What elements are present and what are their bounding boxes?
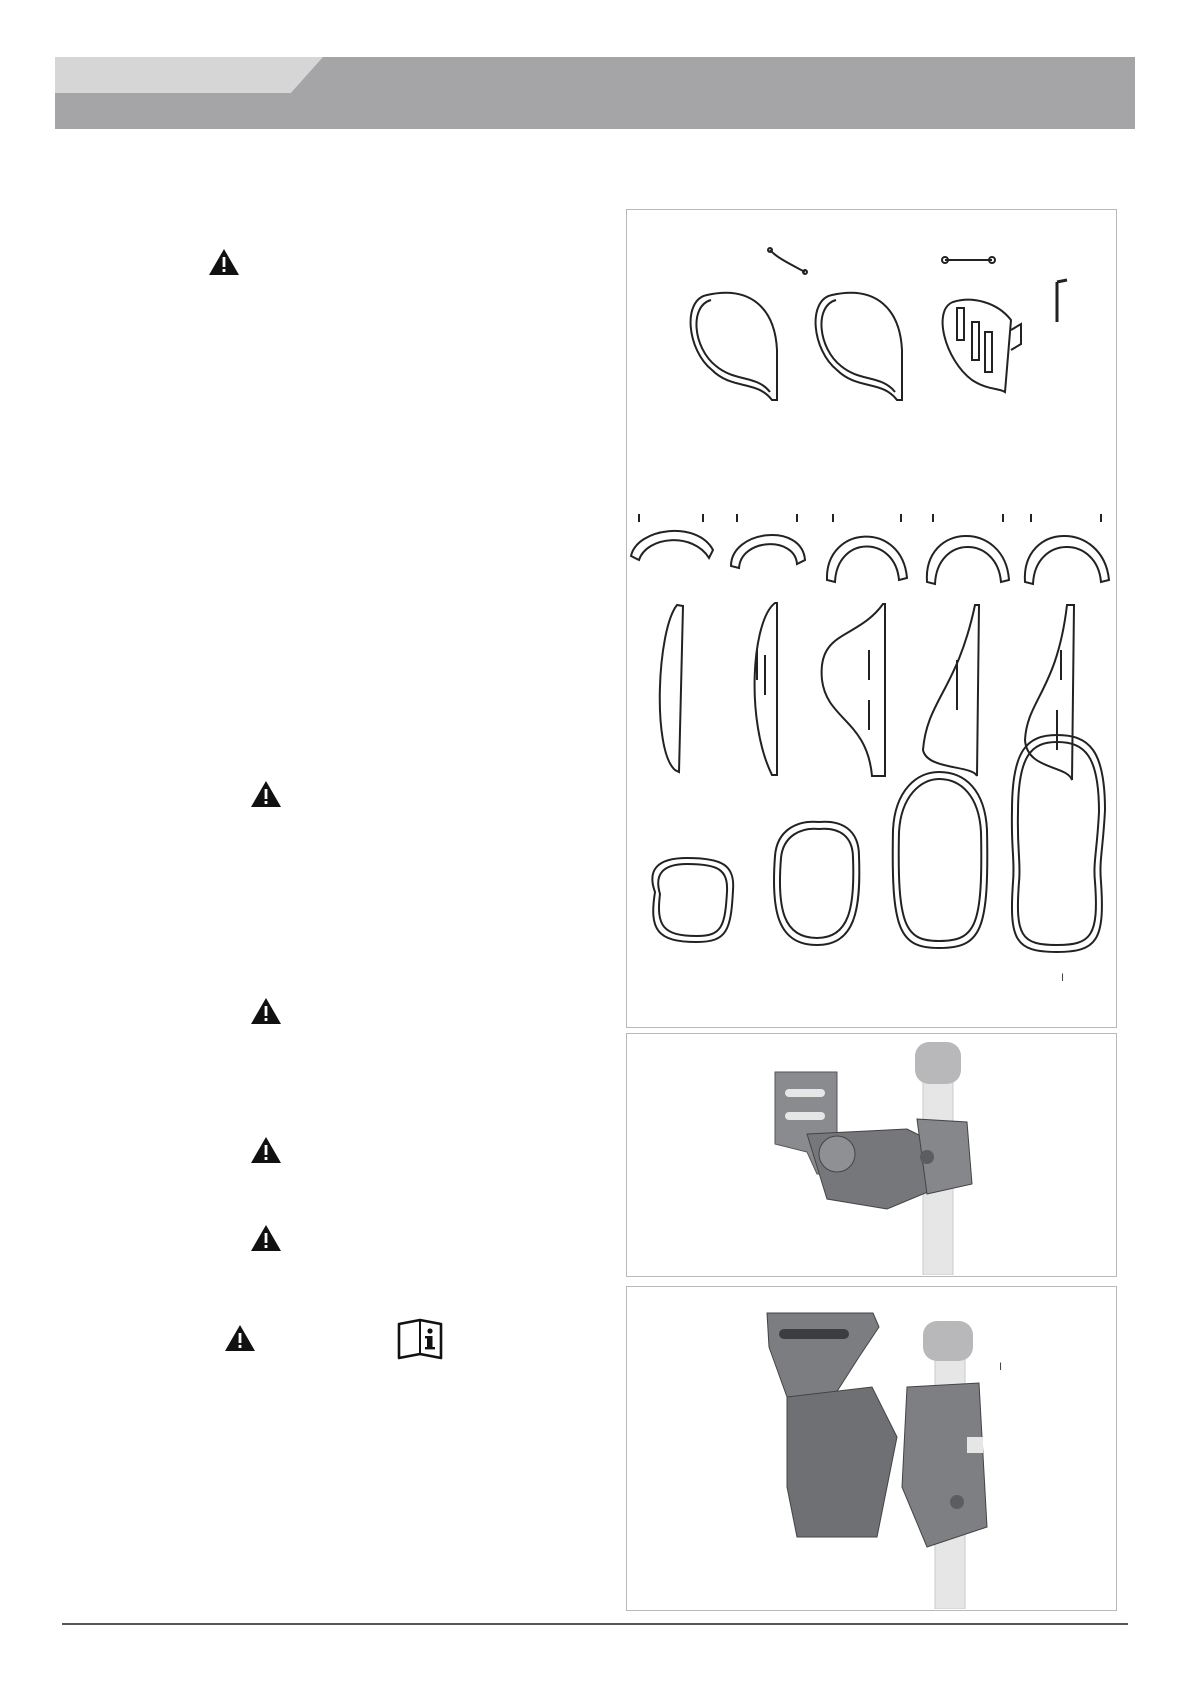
- lateral-support-drawing: [923, 605, 979, 776]
- arch-bracket-drawing: [827, 514, 907, 582]
- tube-cap: [915, 1042, 961, 1084]
- lateral-support-drawing: [822, 604, 885, 776]
- warning-triangle-icon: [224, 1323, 256, 1353]
- backrest-shell-drawing: [816, 293, 902, 400]
- lateral-support-drawing: [1025, 605, 1074, 780]
- cable-drawing: [768, 248, 807, 274]
- clamp-hardware-illustration: [627, 1034, 1115, 1275]
- hex-key-drawing: [1057, 280, 1067, 322]
- footer-rule: [62, 1623, 1128, 1625]
- clamp-photo-figure: [626, 1033, 1117, 1277]
- lateral-support-drawing: [660, 605, 683, 772]
- tube-cap: [923, 1321, 973, 1361]
- header-tab: [55, 57, 323, 93]
- warning-triangle-icon: [250, 996, 282, 1026]
- arch-bracket-drawing: [731, 514, 805, 568]
- pad-drawing: [774, 822, 859, 945]
- bracket-photo-figure: [626, 1286, 1117, 1611]
- backrest-plate-drawing: [943, 300, 1021, 392]
- screw-set-drawing: [942, 257, 995, 263]
- figure-marker: I: [999, 1361, 1003, 1373]
- figure-marker: I: [1061, 972, 1065, 984]
- warning-triangle-icon: [208, 247, 240, 277]
- arch-bracket-drawing: [927, 514, 1009, 584]
- backrest-shell-drawing: [691, 293, 777, 400]
- warning-triangle-icon: [250, 1223, 282, 1253]
- pad-drawing: [893, 772, 988, 948]
- arch-bracket-drawing: [631, 514, 713, 560]
- pad-drawing: [652, 858, 733, 942]
- warning-triangle-icon: [250, 779, 282, 809]
- parts-overview-figure: [626, 209, 1117, 1028]
- lateral-support-drawing: [755, 603, 777, 775]
- warning-triangle-icon: [250, 1135, 282, 1165]
- pad-drawing: [1012, 735, 1105, 952]
- bracket-hardware-illustration: [627, 1287, 1115, 1609]
- arch-bracket-drawing: [1025, 514, 1109, 584]
- read-manual-icon: [396, 1318, 444, 1360]
- parts-line-drawings: [627, 210, 1115, 1026]
